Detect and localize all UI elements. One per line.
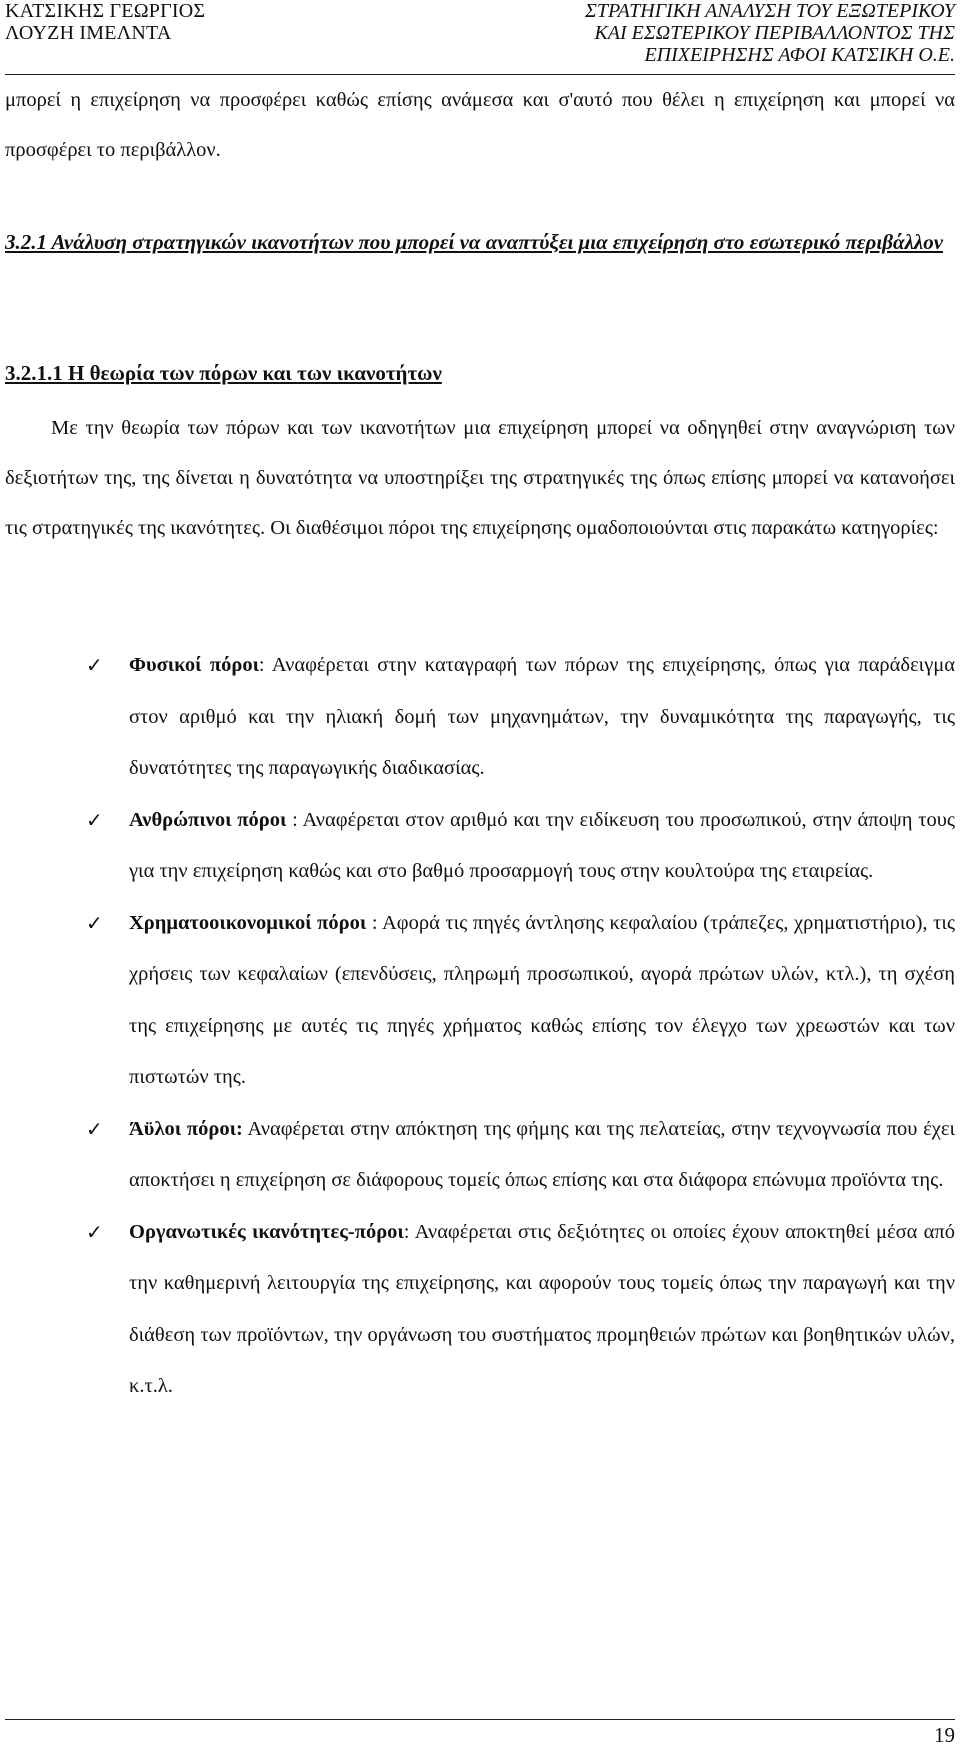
checkmark-icon: ✓ xyxy=(86,1116,103,1141)
header-title xyxy=(585,0,955,66)
list-item-term: Άϋλοι πόροι: xyxy=(129,1117,243,1140)
footer-divider xyxy=(5,1719,955,1720)
list-item-text: : Αναφέρεται στις δεξιότητες οι οποίες έχουν αποκτηθεί μέσα από την καθημερινή λειτουργία της επιχείρησης, και αφορούν τους τομείς όπως την παραγωγή και την διάθεση των προϊόντων, την οργάνωση του συστήματος προμηθειών πρώτων και βοηθητικών υλών, κ.τ.λ. xyxy=(129,1220,956,1397)
list-item-text: : Αφορά τις πηγές άντλησης κεφαλαίου (τράπεζες, χρηματιστήριο), τις χρήσεις των κεφαλαίων (επενδύσεις, πληρωμή προσωπικού, αγορά πρώτων υλών, κτλ.), τη σχέση της επιχείρησης με αυτές τις πηγές χρήματος καθώς επίσης τον έλεγχο των χρεωστών και των πιστωτών της. xyxy=(129,911,955,1088)
list-item xyxy=(86,1104,955,1207)
resource-list xyxy=(86,640,955,1413)
section-heading: 3.2.1 Ανάλυση στρατηγικών ικανοτήτων που μπορεί να αναπτύξει μια επιχείρηση στο εσωτερικό περιβάλλον xyxy=(5,230,944,254)
header-title-line-1: ΣΤΡΑΤΗΓΙΚΗ ΑΝΑΛΥΣΗ ΤΟΥ ΕΞΩΤΕΡΙΚΟΥ xyxy=(585,0,955,22)
intro-text: μπορεί η επιχείρηση να προσφέρει καθώς επίσης ανάμεσα και σ'αυτό που θέλει η επιχείρηση και μπορεί να προσφέρει το περιβάλλον. xyxy=(5,89,955,161)
list-item-term: Φυσικοί πόροι xyxy=(129,654,259,676)
list-item xyxy=(86,640,955,795)
header-title-line-3: ΕΠΙΧΕΙΡΗΣΗΣ ΑΦΟΙ ΚΑΤΣΙΚΗ Ο.Ε. xyxy=(644,44,955,66)
list-item-text: : Αναφέρεται στον αριθμό και την ειδίκευση του προσωπικού, στην άποψη τους για την επιχείρηση καθώς και στο βαθμό προσαρμογή τους στην κουλτούρα της εταιρείας. xyxy=(129,808,956,882)
subsection-heading: 3.2.1.1 Η θεωρία των πόρων και των ικανοτήτων xyxy=(5,361,442,385)
header-author-2: ΛΟΥΖΗ ΙΜΕΛΝΤΑ xyxy=(5,22,172,44)
list-item-term: Ανθρώπινοι πόροι xyxy=(129,808,287,831)
list-item-text: Αναφέρεται στην απόκτηση της φήμης και της πελατείας, στην τεχνογνωσία που έχει αποκτήσει η επιχείρηση σε διάφορους τομείς όπως επίσης και στα διάφορα επώνυμα προϊόντα της. xyxy=(129,1117,955,1191)
list-item-term: Χρηματοοικονομικοί πόροι xyxy=(129,911,367,934)
checkmark-icon: ✓ xyxy=(86,1219,103,1244)
list-item-term: Οργανωτικές ικανότητες-πόροι xyxy=(129,1220,404,1243)
header-author-1: ΚΑΤΣΙΚΗΣ ΓΕΩΡΓΙΟΣ xyxy=(5,0,206,22)
checkmark-icon: ✓ xyxy=(86,653,103,677)
list-item xyxy=(86,1207,955,1413)
body-paragraph: Με την θεωρία των πόρων και των ικανοτήτων μια επιχείρηση μπορεί να οδηγηθεί στην αναγνώριση των δεξιοτήτων της, της δίνεται η δυνατότητα να υποστηρίξει της στρατηγικές της όπως επίσης μπορεί να κατανοήσει τις στρατηγικές της ικανότητες. Οι διαθέσιμοι πόροι της επιχείρησης ομαδοποιούνται στις παρακάτω κατηγορίες: xyxy=(5,417,955,539)
page-number: 19 xyxy=(934,1723,955,1747)
list-item xyxy=(86,795,955,898)
checkmark-icon: ✓ xyxy=(86,807,103,832)
header-title-line-2: ΚΑΙ ΕΣΩΤΕΡΙΚΟΥ ΠΕΡΙΒΑΛΛΟΝΤΟΣ ΤΗΣ xyxy=(594,22,955,44)
list-item xyxy=(86,898,955,1104)
list-item-text: : Αναφέρεται στην καταγραφή των πόρων της επιχείρησης, όπως για παράδειγμα στον αριθμό και την ηλιακή δομή των μηχανημάτων, την δυναμικότητα της παραγωγής, τις δυνατότητες της παραγωγικής διαδικασίας. xyxy=(129,654,955,779)
header-authors xyxy=(5,0,205,44)
checkmark-icon: ✓ xyxy=(86,910,103,935)
